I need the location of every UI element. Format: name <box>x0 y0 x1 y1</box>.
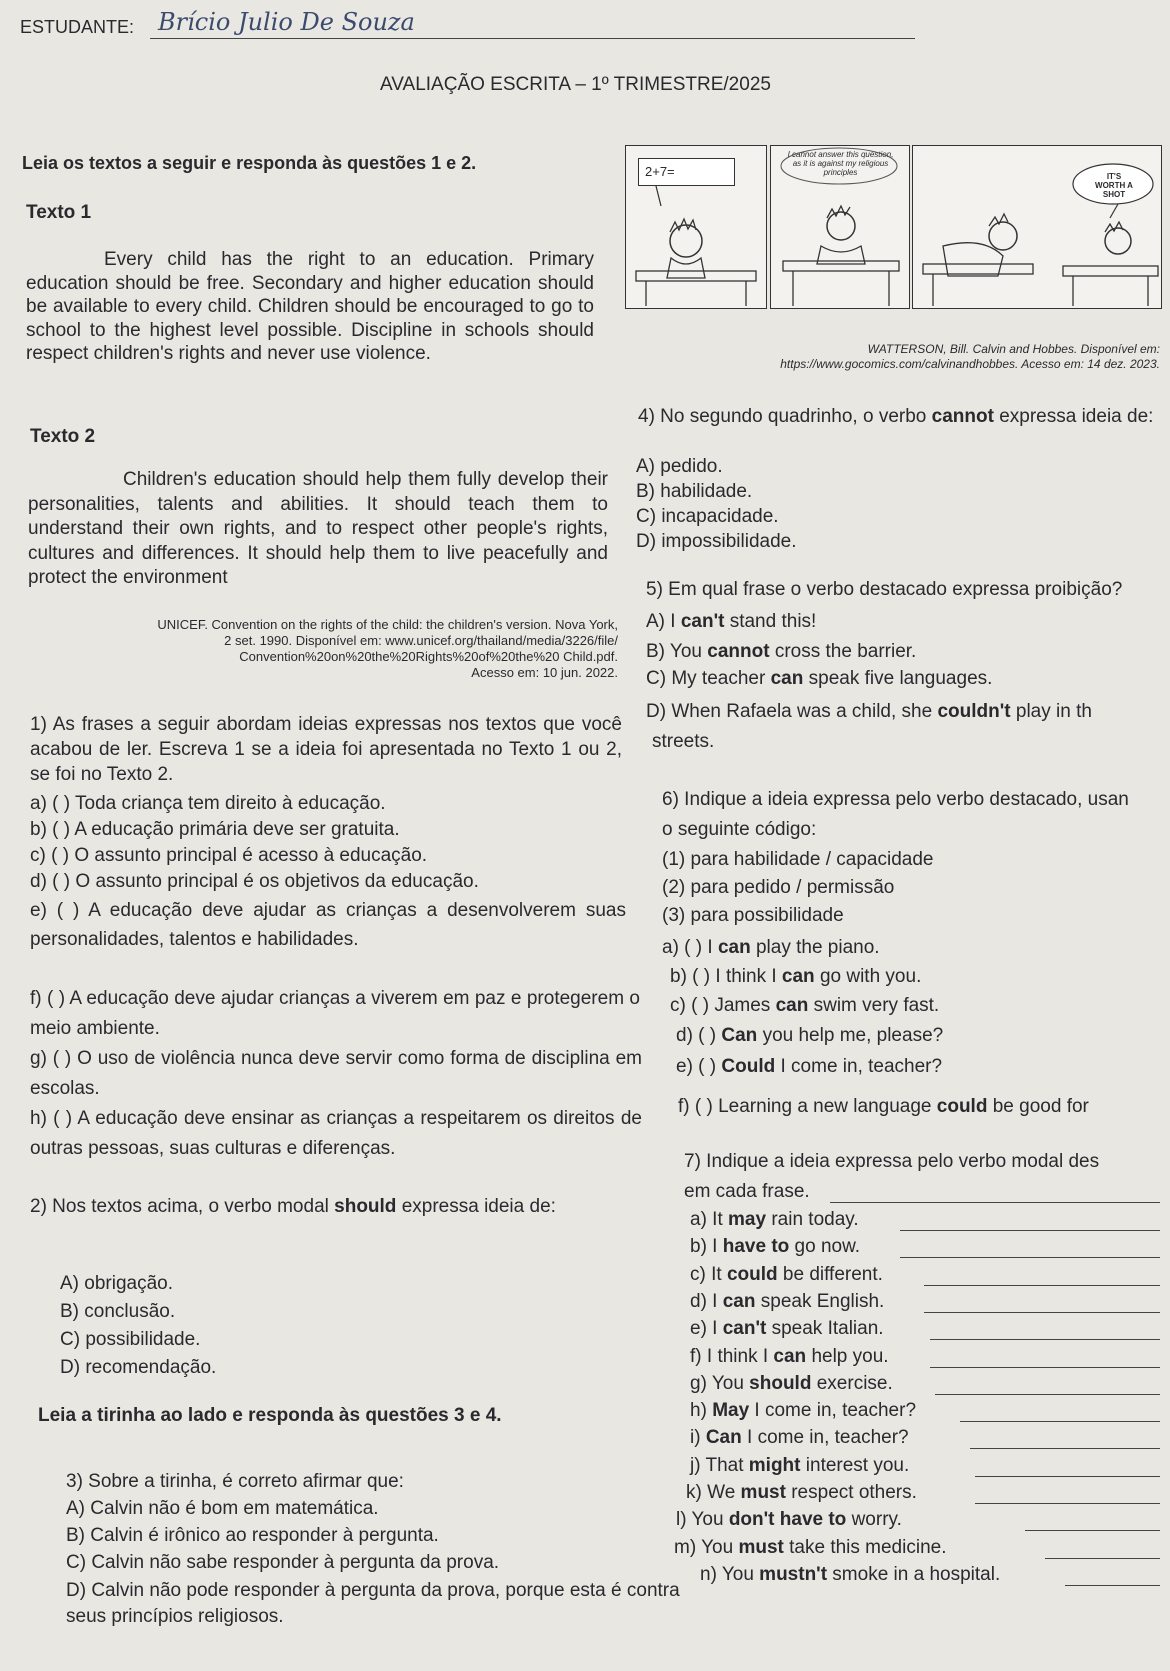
q7-item-bold: May <box>712 1400 750 1422</box>
q5-d-pre: D) When Rafaela was a child, she <box>646 701 938 722</box>
texto2-label: Texto 2 <box>30 426 96 447</box>
q4-stem-part-1: 4) No segundo quadrinho, o verbo <box>638 406 932 427</box>
q5-stem: 5) Em qual frase o verbo destacado expressa proibição? <box>646 579 1123 600</box>
q3-option-d: D) Calvin não pode responder à pergunta da prova, porque esta é contra seus princípios religiosos. <box>66 1580 680 1627</box>
comic-cite <box>600 342 1160 372</box>
q7-answer-line[interactable] <box>930 1367 1160 1368</box>
q7-item <box>690 1290 884 1314</box>
q7-item <box>690 1372 893 1396</box>
q7-item-bold: should <box>749 1372 812 1394</box>
calvin-speech-text: IT'S WORTH A SHOT <box>1095 172 1133 199</box>
comic-cite-line-2: https://www.gocomics.com/calvinandhobbes. Acesso em: 14 dez. 2023. <box>780 357 1160 371</box>
q7-item <box>690 1317 884 1341</box>
q4-option-a: A) pedido. <box>636 456 723 477</box>
q5-d-post: play in th <box>1010 701 1092 722</box>
q6-d-bold: Can <box>721 1025 758 1046</box>
texto2-cite <box>28 617 618 681</box>
student-name: Brício Julio De Souza <box>158 8 415 36</box>
math-question-text: 2+7= <box>645 164 675 179</box>
q7-item-bold: could <box>726 1263 778 1285</box>
q6-a-bold: can <box>717 937 751 958</box>
q3-stem: 3) Sobre a tirinha, é correto afirmar que: <box>66 1471 404 1492</box>
q6-d-post: you help me, please? <box>757 1025 944 1046</box>
q6-f-post: be good for <box>987 1096 1089 1117</box>
q7-item-post: interest you. <box>800 1454 910 1476</box>
q7-item-post: I come in, teacher? <box>741 1427 909 1449</box>
q7-item-post: help you. <box>806 1345 889 1367</box>
q1-item-d: d) ( ) O assunto principal é os objetivos da educação. <box>30 871 479 892</box>
q5-option-d <box>646 700 1092 724</box>
q7-item <box>686 1481 917 1505</box>
q7-item-pre: e) I <box>690 1318 723 1340</box>
q7-item-post: be different. <box>777 1263 883 1285</box>
q5-option-a <box>646 610 816 634</box>
q7-item-pre: k) We <box>686 1482 741 1503</box>
intro-text: Leia os textos a seguir e responda às questões 1 e 2. <box>22 153 477 173</box>
q6-item-f <box>678 1095 1089 1119</box>
q7-item <box>690 1263 883 1287</box>
q4-option-c: C) incapacidade. <box>636 506 779 527</box>
q5-a-bold: can't <box>680 611 725 632</box>
q5-c-pre: C) My teacher <box>646 668 771 689</box>
q6-c-bold: can <box>775 995 809 1016</box>
q1-item-b: b) ( ) A educação primária deve ser gratuita. <box>30 819 400 840</box>
q7-item-post: worry. <box>846 1509 902 1531</box>
q7-answer-line[interactable] <box>975 1503 1160 1504</box>
q2-stem-part-2: expressa ideia de: <box>396 1196 556 1217</box>
q7-item-pre: m) You <box>674 1536 739 1558</box>
calvin-leaning-drawing <box>913 146 1161 308</box>
q6-b-bold: can <box>781 966 815 987</box>
texto1-label: Texto 1 <box>26 202 92 223</box>
q2-stem <box>30 1194 650 1220</box>
q7-answer-line[interactable] <box>900 1257 1160 1258</box>
q7-item-pre: h) <box>690 1400 713 1422</box>
q7-item-post: rain today. <box>766 1209 859 1230</box>
q6-c-post: swim very fast. <box>808 995 940 1016</box>
q1-item-h: h) ( ) A educação deve ensinar as crianças a respeitarem os direitos de outras pessoas, suas culturas e diferenças. <box>30 1108 642 1159</box>
q7-item-bold: may <box>728 1209 767 1230</box>
q1-item-a: a) ( ) Toda criança tem direito à educação. <box>30 793 386 814</box>
q7-answer-line[interactable] <box>900 1230 1160 1231</box>
q6-b-pre: b) ( ) I think I <box>670 966 782 987</box>
q1-stem: 1) As frases a seguir abordam ideias expressas nos textos que você acabou de ler. Escreva 1 se a ideia foi apresentada no Texto 1 ou 2, se foi no Texto 2. <box>30 714 622 785</box>
q7-item-post: take this medicine. <box>783 1536 947 1558</box>
q1-item-g: g) ( ) O uso de violência nunca deve servir como forma de disciplina em escolas. <box>30 1048 642 1099</box>
q7-item <box>700 1563 1000 1587</box>
q7-item-bold: must <box>740 1482 786 1503</box>
q7-item <box>690 1399 916 1423</box>
q2-option-d: D) recomendação. <box>60 1357 217 1378</box>
q7-item <box>676 1508 902 1532</box>
q5-b-pre: B) You <box>646 641 708 662</box>
q7-item-pre: d) I <box>690 1290 723 1312</box>
q6-a-pre: a) ( ) I <box>662 937 718 958</box>
q6-e-pre: e) ( ) <box>676 1056 722 1077</box>
q7-item-bold: might <box>748 1454 801 1476</box>
q6-item-c <box>670 994 939 1018</box>
q6-c-pre: c) ( ) James <box>670 995 776 1016</box>
texto1-body: Every child has the right to an education. Primary education should be free. Secondary and higher education should be available to every child. Children should be encouraged to go to school to the highest level possible. Discipline in schools should respect children's rights and never use violence. <box>26 249 594 364</box>
q7-item-post: go now. <box>789 1236 861 1258</box>
q7-item-post: respect others. <box>785 1482 917 1503</box>
q5-option-b <box>646 640 916 664</box>
q5-b-post: cross the barrier. <box>769 641 917 662</box>
q7-answer-line[interactable] <box>924 1312 1160 1313</box>
q6-item-e <box>676 1055 942 1079</box>
q7-item <box>690 1454 909 1478</box>
q7-item-post: speak English. <box>755 1290 885 1312</box>
q7-item-pre: l) You <box>676 1509 729 1531</box>
q5-a-post: stand this! <box>724 611 817 632</box>
q6-f-pre: f) ( ) Learning a new language <box>678 1096 937 1117</box>
q7-answer-line[interactable] <box>975 1476 1160 1477</box>
q7-answer-line[interactable] <box>960 1421 1160 1422</box>
q7-item-pre: c) It <box>690 1263 727 1285</box>
q3-option-b: B) Calvin é irônico ao responder à pergunta. <box>66 1525 439 1546</box>
q5-c-post: speak five languages. <box>803 668 993 689</box>
q6-b-post: go with you. <box>814 966 922 987</box>
comic-panel-3 <box>912 145 1162 309</box>
q1-item-f: f) ( ) A educação deve ajudar crianças a viverem em paz e protegerem o meio ambiente. <box>30 988 640 1039</box>
q6-stem-1: 6) Indique a ideia expressa pelo verbo destacado, usan <box>662 789 1129 810</box>
q7-item-pre: i) <box>690 1427 706 1449</box>
q7-item-pre: f) I think I <box>690 1345 774 1367</box>
q7-item-bold: can <box>722 1290 756 1312</box>
q2-option-c: C) possibilidade. <box>60 1329 201 1350</box>
q7-item-post: exercise. <box>811 1372 893 1394</box>
q7-answer-line[interactable] <box>970 1448 1160 1449</box>
q6-code-1: (1) para habilidade / capacidade <box>662 849 934 870</box>
q7-answer-line[interactable] <box>924 1285 1160 1286</box>
q7-item-bold: mustn't <box>759 1563 828 1585</box>
q2-stem-bold: should <box>334 1196 397 1217</box>
texto2-cite-line-1: UNICEF. Convention on the rights of the child: the children's version. Nova York, <box>157 617 618 632</box>
q6-code-2: (2) para pedido / permissão <box>662 877 895 898</box>
q7-stem-line <box>830 1202 1160 1203</box>
q7-item-post: speak Italian. <box>766 1318 884 1340</box>
q1-item-e: e) ( ) A educação deve ajudar as crianças a desenvolverem suas personalidades, talentos e habilidades. <box>30 900 626 950</box>
q7-item <box>690 1208 859 1232</box>
comic-cite-line-1: WATTERSON, Bill. Calvin and Hobbes. Disponível em: <box>867 342 1160 356</box>
q6-f-bold: could <box>936 1096 988 1117</box>
q1-item-c: c) ( ) O assunto principal é acesso à educação. <box>30 845 428 866</box>
q7-item-pre: g) You <box>690 1372 750 1394</box>
q5-c-bold: can <box>770 668 804 689</box>
q5-option-c <box>646 667 992 691</box>
q2-stem-part-1: 2) Nos textos acima, o verbo modal <box>30 1196 335 1217</box>
q6-item-b <box>670 965 921 989</box>
q4-stem-bold: cannot <box>931 406 994 427</box>
q2-option-b: B) conclusão. <box>60 1301 176 1322</box>
q2-option-a: A) obrigação. <box>60 1273 174 1294</box>
q6-e-bold: Could <box>721 1056 776 1077</box>
q7-item-pre: b) I <box>690 1236 723 1258</box>
q4-option-d: D) impossibilidade. <box>636 531 797 552</box>
calvin-writing-drawing <box>771 146 909 308</box>
texto2-body: Children's education should help them fully develop their personalities, talents and abilities. It should teach them to understand their own rights, and to respect other people's rights, cultures and differences. It should help them to live peacefully and protect the environment <box>28 469 608 588</box>
q6-code-3: (3) para possibilidade <box>662 905 844 926</box>
calvin-thought-text: I cannot answer this question, as it is against my religious principles <box>787 150 894 177</box>
q7-item-pre: a) It <box>690 1209 729 1230</box>
student-name-line <box>150 38 915 39</box>
exam-title: AVALIAÇÃO ESCRITA – 1º TRIMESTRE/2025 <box>380 74 771 95</box>
q6-item-d <box>676 1024 943 1048</box>
q3-option-c: C) Calvin não sabe responder à pergunta da prova. <box>66 1552 500 1573</box>
q7-item-post: I come in, teacher? <box>749 1400 917 1422</box>
q7-item-bold: can't <box>722 1318 767 1340</box>
q7-item-pre: j) That <box>690 1454 749 1476</box>
q6-d-pre: d) ( ) <box>676 1025 722 1046</box>
q6-stem-2: o seguinte código: <box>662 819 817 840</box>
q4-option-b: B) habilidade. <box>636 481 753 502</box>
q5-b-bold: cannot <box>707 641 770 662</box>
comic-panel-2 <box>770 145 910 309</box>
q7-item <box>690 1235 860 1259</box>
q7-item-bold: must <box>738 1536 784 1558</box>
q7-item-bold: can <box>773 1345 807 1367</box>
q7-item-bold: don't have to <box>728 1509 847 1531</box>
q7-item <box>690 1345 889 1369</box>
q5-d-bold: couldn't <box>937 701 1011 722</box>
q7-answer-line[interactable] <box>935 1394 1160 1395</box>
q4-stem-part-2: expressa ideia de: <box>993 406 1154 427</box>
q7-item-pre: n) You <box>700 1563 760 1585</box>
texto2-cite-line-4: Acesso em: 10 jun. 2022. <box>471 665 618 680</box>
q3-option-a: A) Calvin não é bom em matemática. <box>66 1498 379 1519</box>
q7-item-bold: Can <box>705 1427 742 1449</box>
q7-stem-2: em cada frase. <box>684 1181 810 1202</box>
q7-item <box>690 1426 909 1450</box>
q7-item-post: smoke in a hospital. <box>827 1563 1001 1585</box>
student-label: ESTUDANTE: <box>20 17 135 37</box>
comic-intro: Leia a tirinha ao lado e responda às questões 3 e 4. <box>38 1405 502 1426</box>
comic-panel-1 <box>625 145 767 309</box>
q7-answer-line[interactable] <box>1025 1530 1160 1531</box>
q6-a-post: play the piano. <box>750 937 880 958</box>
texto2-cite-line-3: Convention%20on%20the%20Rights%20of%20the%20 Child.pdf. <box>239 649 618 664</box>
q7-answer-line[interactable] <box>1065 1585 1160 1586</box>
q6-item-a <box>662 936 880 960</box>
q5-a-pre: A) I <box>646 611 681 632</box>
q7-item-bold: have to <box>722 1236 790 1258</box>
q7-stem-1: 7) Indique a ideia expressa pelo verbo modal des <box>684 1151 1100 1172</box>
q7-answer-line[interactable] <box>930 1339 1160 1340</box>
q6-e-post: I come in, teacher? <box>775 1056 943 1077</box>
q4-stem <box>638 404 1163 430</box>
q7-answer-line[interactable] <box>1045 1558 1160 1559</box>
q7-item <box>674 1536 946 1560</box>
q5-option-d-cont: streets. <box>652 731 715 752</box>
texto2-cite-line-2: 2 set. 1990. Disponível em: www.unicef.org/thailand/media/3226/file/ <box>224 633 618 648</box>
calvin-thinking-drawing <box>626 146 766 308</box>
